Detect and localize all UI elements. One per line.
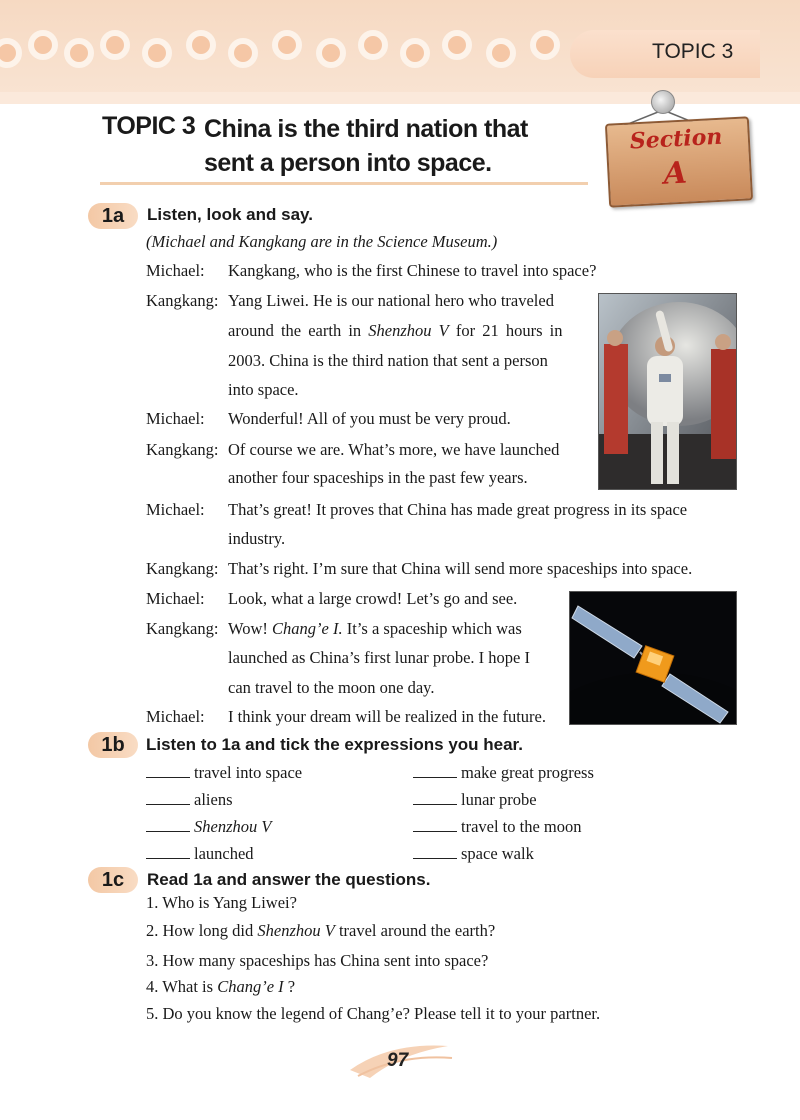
dialogue-line: Kangkang, who is the first Chinese to travel into space? — [228, 261, 597, 280]
circle-icon — [400, 38, 430, 68]
topic-tab-label: TOPIC 3 — [652, 40, 734, 63]
checklist-item[interactable] — [146, 844, 254, 864]
speaker: Michael: — [146, 409, 205, 428]
dialogue-line: 2003. China is the third nation that sent a person — [228, 351, 548, 370]
circle-icon — [186, 30, 216, 60]
text-run: around the earth in — [228, 321, 369, 340]
speaker: Kangkang: — [146, 619, 219, 638]
sign-word: Section — [629, 123, 723, 155]
option-label: travel into space — [194, 763, 303, 782]
circle-icon — [530, 30, 560, 60]
circle-icon — [28, 30, 58, 60]
text-run: Wow! — [228, 619, 273, 638]
option-label: Shenzhou V — [194, 817, 272, 836]
tick-blank[interactable] — [146, 817, 190, 832]
badge-1c: 1c — [88, 867, 138, 893]
option-label: make great progress — [461, 763, 594, 782]
speaker: Michael: — [146, 261, 205, 280]
speaker: Kangkang: — [146, 559, 219, 578]
title-divider — [100, 182, 588, 185]
dialogue-line: Of course we are. What’s more, we have launched — [228, 440, 560, 459]
scene-note: (Michael and Kangkang are in the Science Museum.) — [146, 232, 498, 251]
speaker: Michael: — [146, 500, 205, 519]
dialogue-line: Wonderful! All of you must be very proud. — [228, 409, 511, 428]
sign-letter: A — [662, 155, 688, 192]
option-label: lunar probe — [461, 790, 537, 809]
checklist-item[interactable] — [146, 763, 302, 783]
option-label: travel to the moon — [461, 817, 582, 836]
spacecraft-name: Shenzhou V — [368, 321, 449, 340]
text-run: travel around the earth? — [334, 921, 496, 940]
text-run: 4. What is — [146, 977, 218, 996]
dialogue-line — [228, 619, 522, 639]
circle-icon — [64, 38, 94, 68]
circle-icon — [316, 38, 346, 68]
instruction-1a: Listen, look and say. — [147, 205, 313, 224]
tick-blank[interactable] — [413, 790, 457, 805]
circle-icon — [442, 30, 472, 60]
option-label: launched — [194, 844, 254, 863]
question-item: 3. How many spaceships has China sent into space? — [146, 951, 489, 970]
dialogue-line: launched as China’s first lunar probe. I hope I — [228, 648, 530, 667]
page-number: 97 — [387, 1050, 409, 1071]
dialogue-line: Yang Liwei. He is our national hero who traveled — [228, 291, 554, 310]
dialogue-line: can travel to the moon one day. — [228, 678, 435, 697]
circle-icon — [142, 38, 172, 68]
tick-blank[interactable] — [413, 844, 457, 859]
checklist-item[interactable] — [413, 763, 594, 783]
tick-blank[interactable] — [413, 817, 457, 832]
instruction-1b: Listen to 1a and tick the expressions you hear. — [146, 735, 523, 754]
spacecraft-name: Shenzhou V — [257, 921, 335, 940]
nail-icon — [651, 90, 675, 114]
dialogue-line: industry. — [228, 529, 286, 548]
speaker: Michael: — [146, 589, 205, 608]
title-line-2: sent a person into space. — [204, 149, 492, 177]
page-title — [204, 112, 564, 180]
circle-icon — [100, 30, 130, 60]
checklist-item[interactable] — [413, 817, 582, 837]
dialogue-line: That’s great! It proves that China has made great progress in its space — [228, 500, 688, 519]
title-line-1: China is the third nation that — [204, 115, 528, 143]
dialogue-line: another four spaceships in the past few years. — [228, 468, 528, 487]
decorative-circles — [0, 30, 592, 74]
badge-1b: 1b — [88, 732, 138, 758]
dialogue-line: Look, what a large crowd! Let’s go and see. — [228, 589, 518, 608]
checklist-item[interactable] — [146, 790, 233, 810]
checklist-item[interactable] — [413, 790, 537, 810]
instruction-1c: Read 1a and answer the questions. — [147, 870, 431, 889]
spacecraft-name: Chang’e I — [217, 977, 284, 996]
speaker: Kangkang: — [146, 440, 219, 459]
dialogue-line — [228, 321, 563, 341]
option-label: space walk — [461, 844, 534, 863]
badge-1a: 1a — [88, 203, 138, 229]
tick-blank[interactable] — [146, 763, 190, 778]
title-topic: TOPIC 3 — [102, 112, 196, 140]
text-run: 2. How long did — [146, 921, 258, 940]
dialogue-line: I think your dream will be realized in the future. — [228, 707, 546, 726]
circle-icon — [228, 38, 258, 68]
checklist-item[interactable] — [413, 844, 534, 864]
section-sign — [605, 116, 753, 207]
text-run: It’s a spaceship which was — [342, 619, 522, 638]
option-label: aliens — [194, 790, 233, 809]
satellite-image — [570, 592, 736, 724]
circle-icon — [0, 38, 22, 68]
tick-blank[interactable] — [146, 790, 190, 805]
circle-icon — [272, 30, 302, 60]
checklist-item[interactable] — [146, 817, 271, 837]
question-item: 5. Do you know the legend of Chang’e? Please tell it to your partner. — [146, 1004, 601, 1023]
question-item — [146, 977, 295, 997]
circle-icon — [486, 38, 516, 68]
text-run: ? — [283, 977, 296, 996]
question-item — [146, 921, 495, 941]
circle-icon — [358, 30, 388, 60]
speaker: Michael: — [146, 707, 205, 726]
lunar-probe-photo — [569, 591, 737, 725]
spacecraft-name: Chang’e I. — [272, 619, 343, 638]
dialogue-line: into space. — [228, 380, 299, 399]
dialogue-line: That’s right. I’m sure that China will send more spaceships into space. — [228, 559, 693, 578]
astronaut-image — [599, 294, 736, 489]
tick-blank[interactable] — [413, 763, 457, 778]
speaker: Kangkang: — [146, 291, 219, 310]
astronaut-photo — [598, 293, 737, 490]
question-item: 1. Who is Yang Liwei? — [146, 893, 297, 912]
text-run: for 21 hours in — [448, 321, 563, 340]
tick-blank[interactable] — [146, 844, 190, 859]
